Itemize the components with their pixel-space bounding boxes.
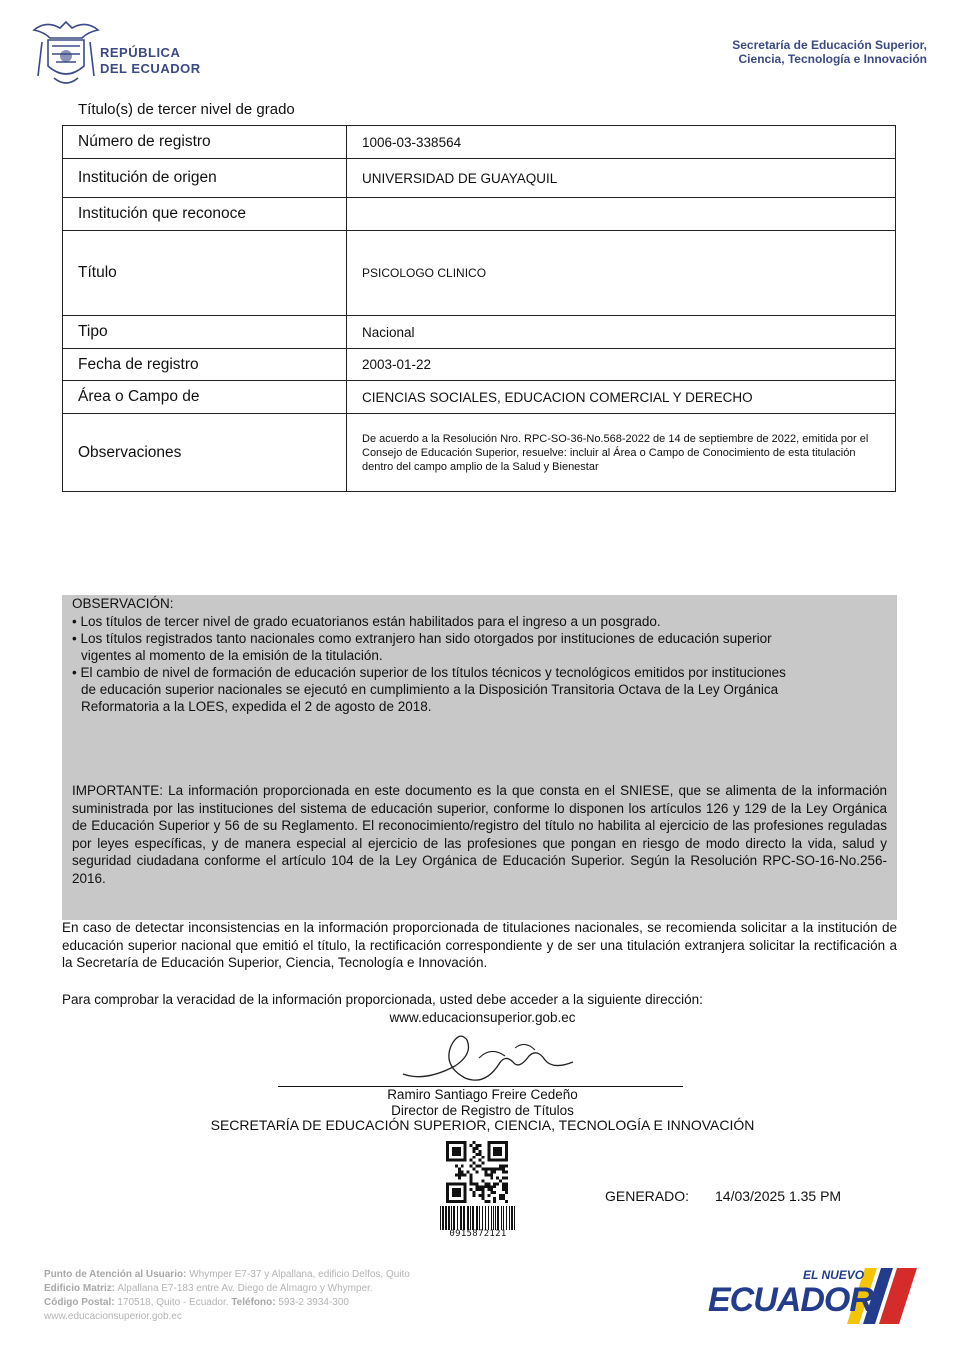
footer-value: 593-2 3934-300: [278, 1297, 349, 1308]
footer-label: Teléfono:: [231, 1297, 276, 1308]
footer-label: Punto de Atención al Usuario:: [44, 1269, 187, 1280]
observation-list: [72, 613, 792, 715]
footer-label: Código Postal:: [44, 1297, 115, 1308]
row-value: De acuerdo a la Resolución Nro. RPC-SO-36-No.568-2022 de 14 de septiembre de 2022, emitida por el Consejo de Educación Superior, resuelve: incluir al Área o Campo de Conocimiento de esta titulación dentro del campo amplio de la Salud y Bienestar: [347, 414, 896, 492]
row-value: 1006-03-338564: [347, 126, 896, 159]
row-label: Número de registro: [63, 126, 347, 159]
table-row: [63, 349, 896, 381]
signer-block: [0, 1087, 965, 1134]
table-row: [63, 159, 896, 198]
signer-role: Director de Registro de Títulos: [391, 1102, 574, 1118]
row-label: Fecha de registro: [63, 349, 347, 381]
row-value: [347, 198, 896, 231]
republic-line-2: DEL ECUADOR: [100, 61, 201, 76]
table-row: [63, 381, 896, 414]
signer-organization: SECRETARÍA DE EDUCACIÓN SUPERIOR, CIENCIA, TECNOLOGÍA E INNOVACIÓN: [210, 1117, 755, 1133]
registration-table: [62, 125, 896, 492]
row-value: Nacional: [347, 316, 896, 349]
barcode-icon: [438, 1206, 518, 1230]
observation-title: OBSERVACIÓN:: [72, 596, 174, 611]
list-item: • Los títulos registrados tanto nacionales como extranjero han sido otorgados por instituciones de educación superior vigentes al momento de la emisión de la titulación.: [72, 631, 772, 663]
brand-big-text: ECUADOR: [708, 1281, 873, 1319]
row-label: Tipo: [63, 316, 347, 349]
row-label: Área o Campo de: [63, 381, 347, 414]
signer-name: Ramiro Santiago Freire Cedeño: [387, 1087, 578, 1102]
generated-label: GENERADO:: [605, 1188, 690, 1204]
footer-value: Alpallana E7-183 entre Av. Diego de Almagro y Whymper.: [117, 1283, 373, 1294]
footer-website: www.educacionsuperior.gob.ec: [44, 1311, 182, 1322]
republic-line-1: REPÚBLICA: [100, 45, 181, 60]
generated-value: 14/03/2025 1.35 PM: [715, 1188, 842, 1204]
section-title: Título(s) de tercer nivel de grado: [78, 101, 295, 118]
observation-box: [62, 595, 897, 920]
table-row: [63, 198, 896, 231]
row-label: Título: [63, 231, 347, 316]
row-value: CIENCIAS SOCIALES, EDUCACION COMERCIAL Y DERECHO: [347, 381, 896, 414]
table-row: [63, 414, 896, 492]
list-item: • Los títulos de tercer nivel de grado ecuatorianos están habilitados para el ingreso a un posgrado.: [72, 614, 661, 629]
verification-text: Para comprobar la veracidad de la información proporcionada, usted debe acceder a la siguiente dirección:: [62, 992, 703, 1007]
table-row: [63, 231, 896, 316]
secretariat-line-2: Ciencia, Tecnología e Innovación: [738, 52, 927, 66]
row-value: 2003-01-22: [347, 349, 896, 381]
qr-code-icon[interactable]: [446, 1141, 508, 1203]
row-label: Observaciones: [63, 414, 347, 492]
row-value: UNIVERSIDAD DE GUAYAQUIL: [347, 159, 896, 198]
table-row: [63, 316, 896, 349]
handwritten-signature: [395, 1026, 585, 1088]
row-label: Institución de origen: [63, 159, 347, 198]
secretariat-line-1: Secretaría de Educación Superior,: [732, 38, 927, 52]
footer-value: 170518, Quito - Ecuador.: [117, 1297, 229, 1308]
republic-wordmark: [100, 45, 201, 77]
important-notice: IMPORTANTE: La información proporcionada en este documento es la que consta en el SNIESE, que se alimenta de la información suministrada por las instituciones del sistema de educación superior, conforme lo disponen los artículos 126 y 129 de la Ley Orgánica de Educación Superior y 56 de su Reglamento. El reconocimiento/registro del título no habilita al ejercicio de las profesiones reguladas por leyes específicas, y de manera especial al ejercicio de las profesiones que pongan en riesgo de modo directo la vida, salud y seguridad ciudadana conforme el artículo 104 de la Ley Orgánica de Educación Superior. Según la Resolución RPC-SO-16-No.256-2016.: [72, 783, 887, 886]
footer-address: [44, 1268, 410, 1324]
barcode-number: 0915872121: [449, 1229, 507, 1239]
row-label: Institución que reconoce: [63, 198, 347, 231]
footer-value: Whymper E7-37 y Alpallana, edificio Delfos, Quito: [189, 1269, 410, 1280]
row-value: PSICOLOGO CLINICO: [347, 231, 896, 316]
footer-label: Edificio Matriz:: [44, 1283, 116, 1294]
brand-small-text: EL NUEVO: [803, 1268, 865, 1282]
list-item: • El cambio de nivel de formación de educación superior de los títulos técnicos y tecnológicos emitidos por instituciones de educación superior nacionales se ejecutó en cumplimiento a la Disposición Transitoria Octava de la Ley Orgánica Reformatoria a la LOES, expedida el 2 de agosto de 2018.: [72, 665, 786, 714]
coat-of-arms-logo: [30, 16, 102, 94]
secretariat-wordmark: [732, 38, 927, 66]
inconsistency-note: En caso de detectar inconsistencias en la información proporcionada de titulaciones nacionales, se recomienda solicitar a la institución de educación superior nacional que emitió el título, la rectificación correspondiente y de ser una titulación extranjera solicitar la rectificación a la Secretaría de Educación Superior, Ciencia, Tecnología e Innovación.: [62, 920, 897, 970]
verification-url: www.educacionsuperior.gob.ec: [389, 1010, 576, 1025]
table-row: [63, 126, 896, 159]
